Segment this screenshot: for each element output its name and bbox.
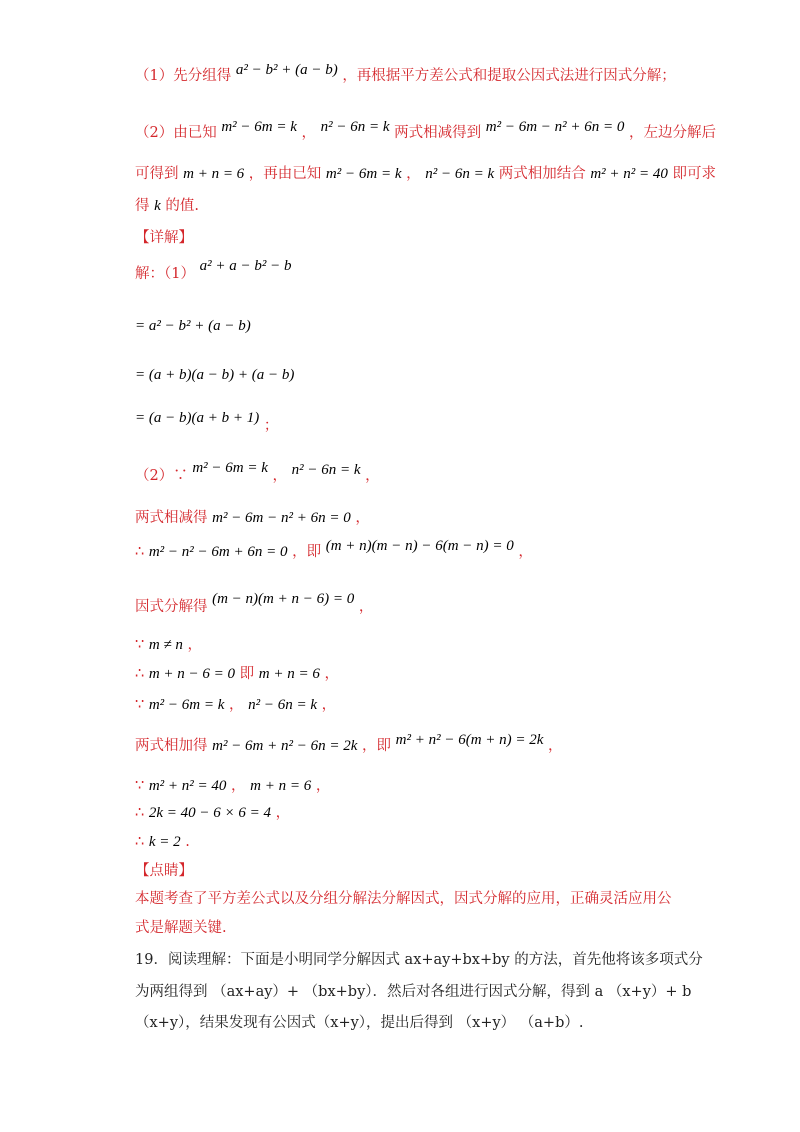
question-19-line-2: 为两组得到 （ax+ay）+ （bx+by）．然后对各组进行因式分解，得到 a （x+y）+ b — [135, 984, 692, 1000]
text: ， — [406, 166, 421, 182]
text: ， — [315, 778, 331, 794]
detail-line-t6 — [135, 663, 339, 685]
formula: m² + n² = 40 — [590, 166, 668, 182]
text: ∴ — [135, 544, 145, 560]
text: . — [185, 834, 190, 850]
formula: a² − b² + (a − b) — [235, 62, 338, 78]
text: ； — [263, 418, 279, 434]
question-19-line-1: 19．阅读理解：下面是小明同学分解因式 ax+ay+bx+by 的方法，首先他将该多项式分 — [135, 952, 703, 968]
detail-step-1 — [135, 258, 292, 285]
formula: m² − 6m = k — [148, 697, 225, 713]
text: 两式相加得 — [135, 738, 208, 754]
detail-step-3 — [135, 364, 294, 386]
formula: m² − 6m − n² + 6n = 0 — [212, 510, 351, 526]
formula: n² − 6n = k — [248, 697, 318, 713]
formula: m² − 6m = k — [221, 119, 297, 135]
detail-line-t5 — [135, 634, 202, 656]
formula: n² − 6n = k — [320, 119, 390, 135]
text: ，再由已知 — [248, 166, 322, 182]
detail-step-2 — [135, 315, 251, 337]
detail-line-t9 — [135, 775, 330, 797]
detail-line-t10 — [135, 802, 290, 824]
formula: m + n = 6 — [258, 666, 320, 682]
formula: n² − 6n = k — [425, 166, 495, 182]
text: 即可求 — [672, 166, 717, 182]
analysis-line-3 — [135, 163, 716, 185]
text: ， — [358, 599, 374, 615]
text: ， — [229, 697, 244, 713]
text: ， — [548, 738, 563, 754]
text: ， — [518, 544, 533, 560]
detail-heading: 【详解】 — [135, 230, 193, 246]
text: ，左边分解后 — [629, 125, 717, 141]
text: ，即 — [362, 738, 392, 754]
text: 可得到 — [135, 166, 179, 182]
formula: a² + a − b² − b — [199, 258, 292, 274]
text: ， — [272, 468, 288, 484]
formula: k = 2 — [148, 834, 181, 850]
text: ， — [321, 697, 337, 713]
formula: (m − n)(m + n − 6) = 0 — [212, 591, 355, 607]
formula: 2k = 40 − 6 × 6 = 4 — [148, 805, 271, 821]
analysis-line-2 — [135, 119, 717, 144]
analysis-line-4 — [135, 195, 199, 217]
text: ， — [355, 510, 370, 526]
text: 解：（1） — [135, 266, 195, 282]
comment-line-1: 本题考查了平方差公式以及分组分解法分解因式，因式分解的应用，正确灵活应用公 — [135, 891, 672, 907]
text: 即 — [239, 666, 255, 682]
detail-line-t3 — [135, 538, 533, 563]
text: ，再根据平方差公式和提取公因式法进行因式分解； — [342, 68, 676, 84]
formula: = (a + b)(a − b) + (a − b) — [135, 367, 295, 383]
text: （2）∵ — [135, 468, 188, 484]
because-symbol: ∵ — [135, 637, 145, 653]
formula: = (a − b)(a + b + 1) — [135, 410, 260, 426]
detail-line-t4 — [135, 591, 374, 618]
text: 两式相加结合 — [498, 166, 586, 182]
formula: m² − 6m − n² + 6n = 0 — [485, 119, 625, 135]
text: （1）先分组得 — [135, 68, 232, 84]
formula: m ≠ n — [148, 637, 183, 653]
formula: m + n − 6 = 0 — [148, 666, 236, 682]
detail-line-t8 — [135, 732, 563, 757]
text: ， — [231, 778, 246, 794]
detail-line-t11 — [135, 831, 190, 853]
text: 的值. — [165, 198, 199, 214]
formula: m² − 6m = k — [192, 460, 268, 476]
comment-line-2: 式是解题关键. — [135, 920, 227, 936]
text: 因式分解得 — [135, 599, 208, 615]
text: ， — [365, 468, 380, 484]
formula: m + n = 6 — [183, 166, 245, 182]
formula: m² − n² − 6m + 6n = 0 — [148, 544, 288, 560]
formula: k — [154, 198, 161, 214]
because-symbol: ∵ — [135, 778, 145, 794]
detail-line-t2 — [135, 507, 370, 529]
therefore-symbol: ∴ — [135, 834, 145, 850]
formula: n² − 6n = k — [291, 462, 361, 478]
text: ， — [187, 637, 203, 653]
detail-line-t1 — [135, 460, 380, 487]
text: 两式相减得到 — [394, 125, 482, 141]
detail-step-4 — [135, 407, 279, 434]
formula: m² + n² − 6(m + n) = 2k — [395, 732, 544, 748]
formula: m² + n² = 40 — [148, 778, 227, 794]
formula: m² − 6m + n² − 6n = 2k — [212, 738, 358, 754]
formula: m² − 6m = k — [325, 166, 402, 182]
text: ， — [301, 125, 317, 141]
therefore-symbol: ∴ — [135, 666, 145, 682]
formula: (m + n)(m − n) − 6(m − n) = 0 — [325, 538, 514, 554]
question-19-line-3: （x+y），结果发现有公因式（x+y），提出后得到 （x+y） （a+b）. — [135, 1015, 584, 1031]
formula: = a² − b² + (a − b) — [135, 318, 251, 334]
comment-heading: 【点睛】 — [135, 863, 193, 879]
because-symbol: ∵ — [135, 697, 145, 713]
text: 得 — [135, 198, 150, 214]
text: 两式相减得 — [135, 510, 208, 526]
formula: m + n = 6 — [250, 778, 312, 794]
text: ， — [324, 666, 339, 682]
text: ， — [275, 805, 291, 821]
detail-line-t7 — [135, 694, 336, 716]
text: ，即 — [292, 544, 322, 560]
analysis-line-1 — [135, 62, 676, 87]
text: （2）由已知 — [135, 125, 217, 141]
therefore-symbol: ∴ — [135, 805, 145, 821]
